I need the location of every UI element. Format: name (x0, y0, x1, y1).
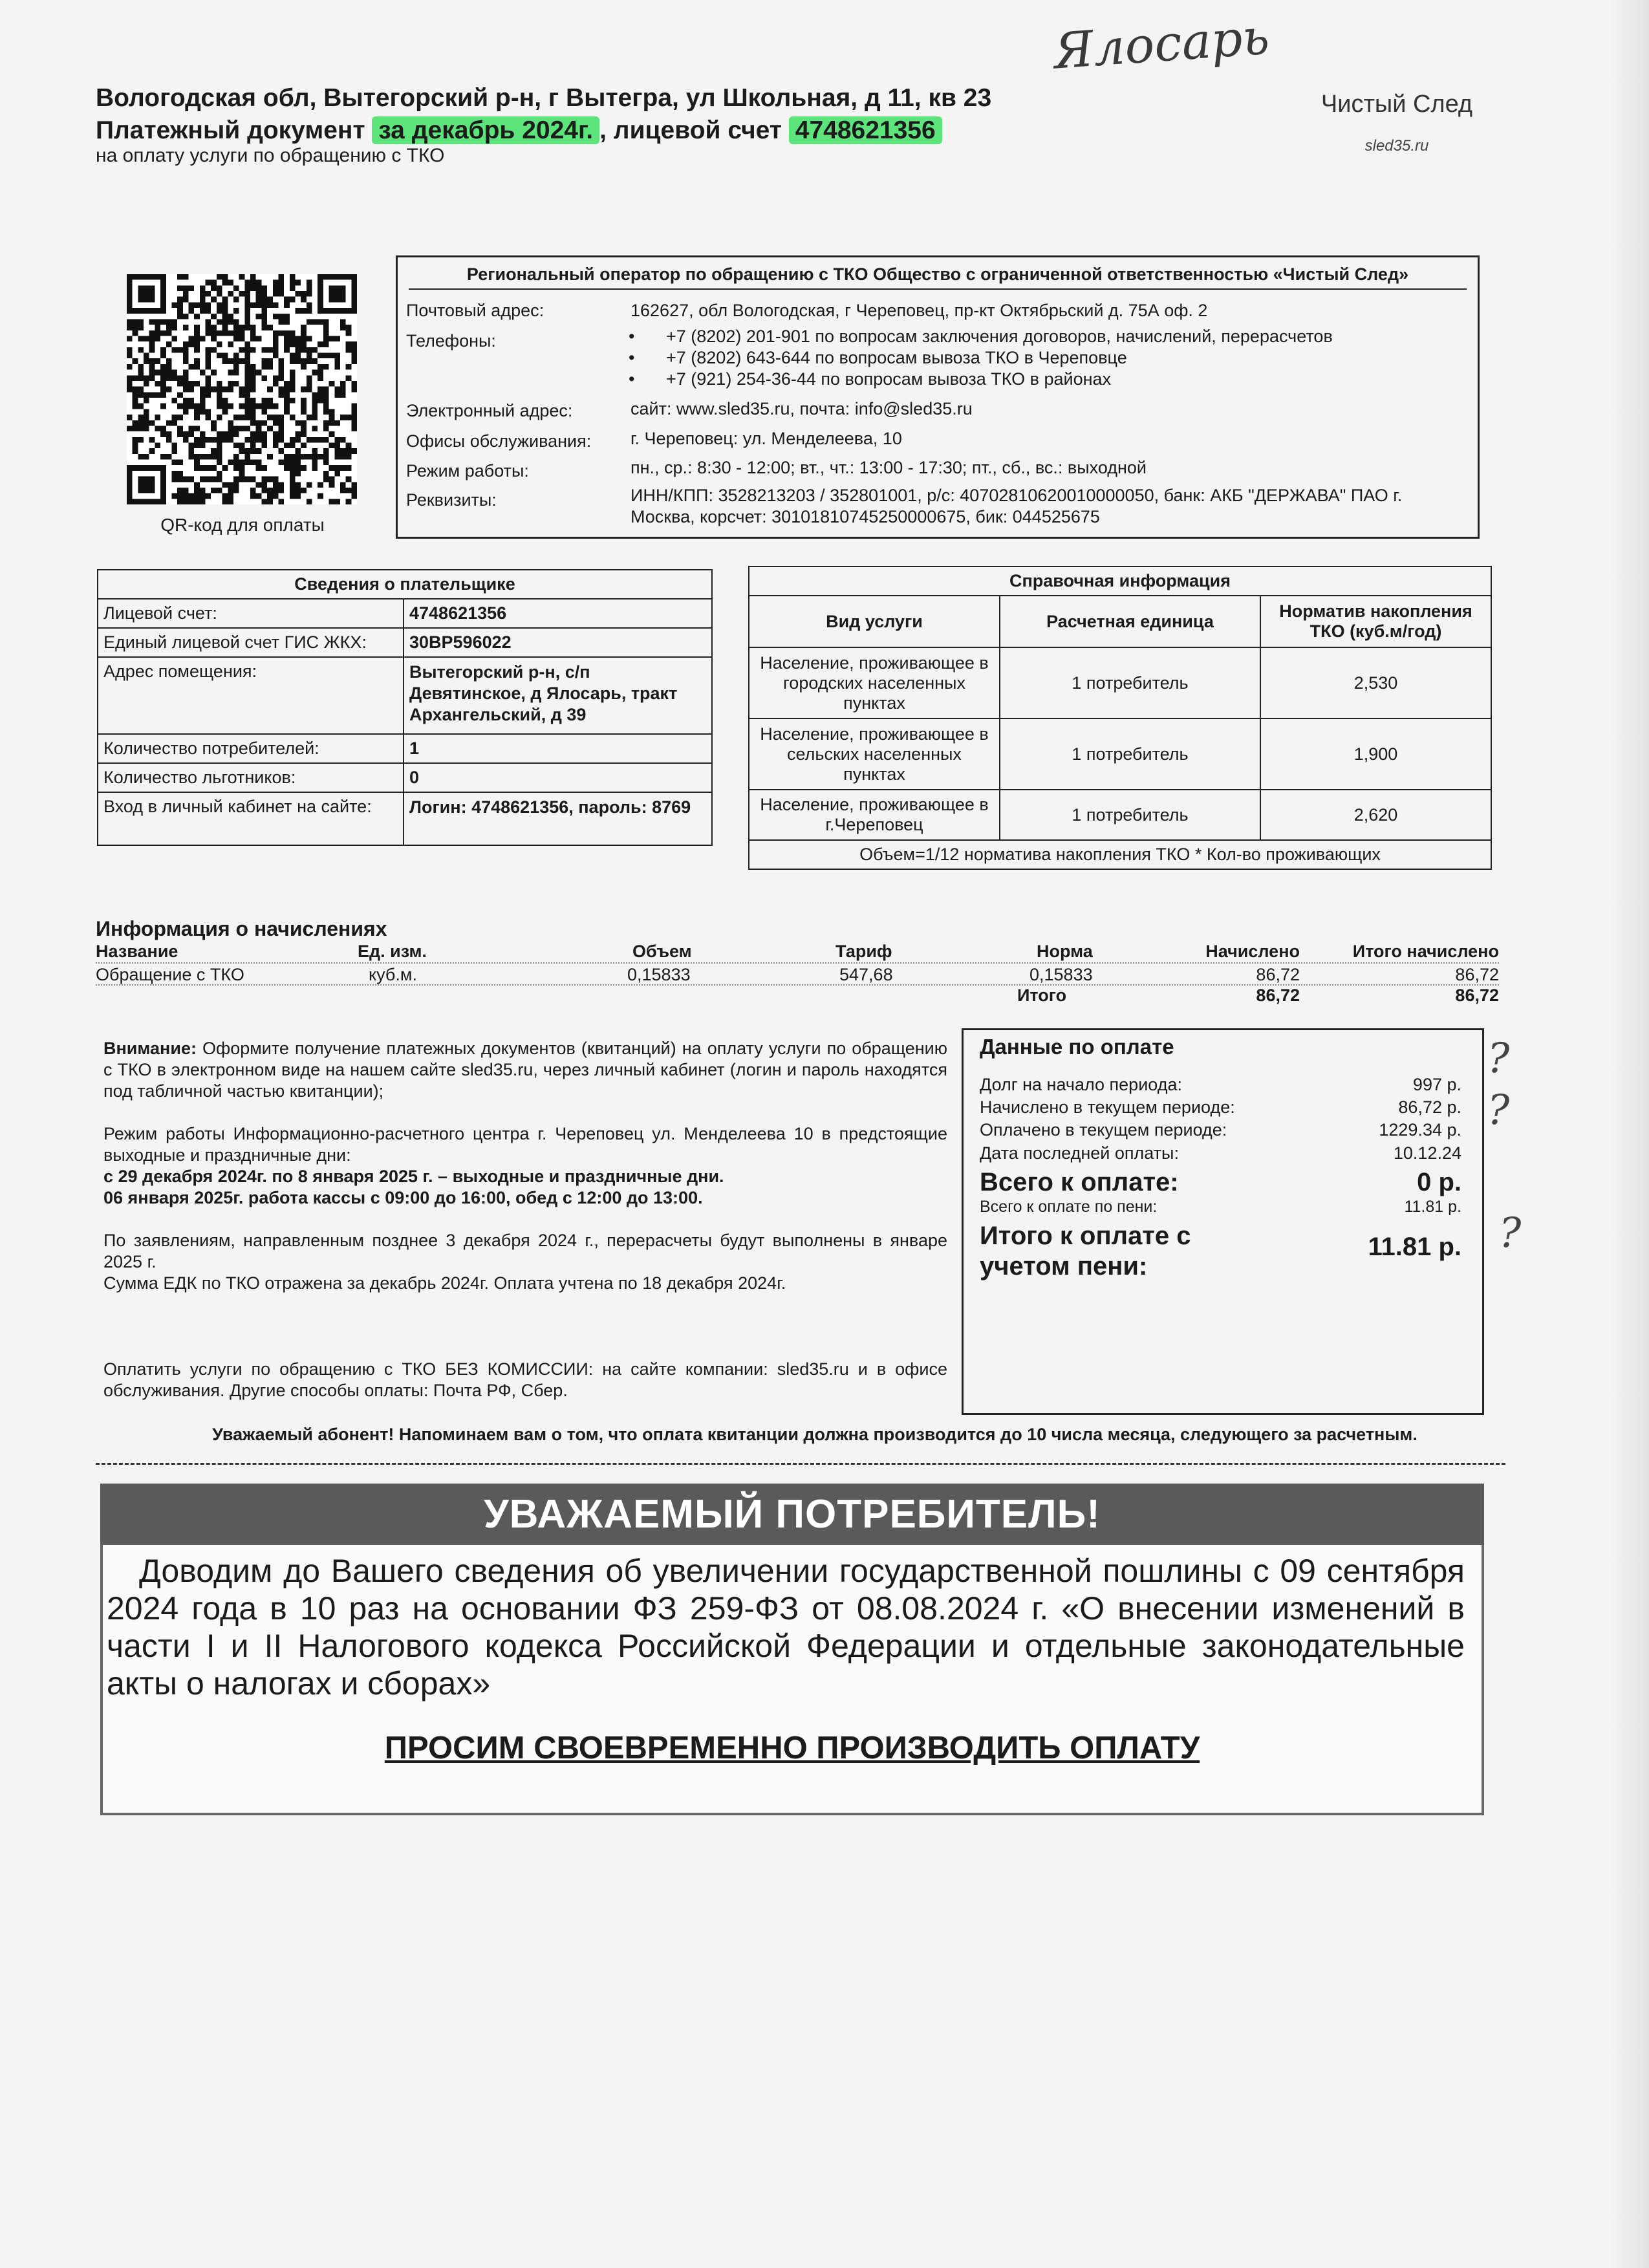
payer-gis-account: 30ВР596022 (404, 628, 712, 657)
bullet: • (629, 369, 635, 389)
payment-total-label: Всего к оплате: (980, 1168, 1179, 1196)
payment-label: Дата последней оплаты: (980, 1143, 1179, 1163)
payment-label: Долг на начало периода: (980, 1075, 1182, 1094)
qr-finder (127, 274, 166, 314)
qr-finder (127, 465, 166, 504)
reference-table (748, 566, 1492, 870)
notice-attention: Внимание: (103, 1039, 197, 1058)
operator-label: Электронный адрес: (406, 401, 573, 420)
reference-title: Справочная информация (749, 567, 1491, 596)
phone-2: +7 (8202) 643-644 по вопросам вывоза ТКО в Череповце (666, 348, 1127, 367)
doc-prefix: Платежный документ (96, 116, 365, 144)
reference-header: Вид услуги (749, 596, 1000, 647)
handwritten-question-mark: ? (1487, 1035, 1510, 1083)
payment-total: 0 р. (1417, 1168, 1461, 1196)
handwritten-question-mark: ? (1499, 1209, 1522, 1257)
reference-cell: Население, проживающее в городских населенных пунктах (749, 647, 1000, 718)
payer-address: Вытегорский р-н, с/п Девятинское, д Ялосарь, тракт Архангельский, д 39 (404, 657, 712, 734)
notice-text: Оформите получение платежных документов (квитанций) на оплату услуги по обращению с ТКО в электронном виде на нашем сайте sled35.ru, через личный кабинет (логин и пароль находятся под табличной частью квитанции); (103, 1039, 947, 1101)
charges-total-sum: 86,72 (1455, 986, 1499, 1005)
notice-cashier: 06 января 2025г. работа кассы с 09:00 до 16:00, обед с 12:00 до 13:00. (103, 1188, 703, 1207)
charges-divider (96, 962, 1499, 964)
cut-line (96, 1463, 1505, 1465)
operator-label: Телефоны: (406, 331, 496, 351)
charges-header: Норма (1037, 942, 1093, 961)
reference-header: Расчетная единица (1000, 596, 1260, 647)
notice-paragraph (103, 1359, 947, 1401)
charges-header: Итого начислено (1352, 942, 1499, 961)
notice-block (103, 1038, 947, 1423)
operator-title: Региональный оператор по обращению с ТКО Общество с ограниченной ответственностью «Чистый След» (409, 260, 1467, 290)
charges-cell: 0,15833 (627, 965, 691, 984)
payer-title: Сведения о плательщике (98, 570, 712, 599)
charges-header: Тариф (835, 942, 892, 961)
payment-label: Начислено в текущем периоде: (980, 1097, 1235, 1117)
scan-edge (1610, 0, 1649, 2268)
payment-grand-total: 11.81 р. (1368, 1233, 1461, 1261)
handwritten-question-mark: ? (1487, 1086, 1510, 1134)
reference-cell: Население, проживающее в сельских населенных пунктах (749, 718, 1000, 790)
doc-period: за декабрь 2024г. (372, 116, 599, 144)
notice-text: Режим работы Информационно-расчетного центра г. Череповец ул. Менделеева 10 в предстоящие выходные и праздничные дни: (103, 1124, 947, 1165)
header-address: Вологодская обл, Вытегорский р-н, г Вытегра, ул Школьная, д 11, кв 23 (96, 84, 992, 112)
phone-1: +7 (8202) 201-901 по вопросам заключения договоров, начислений, перерасчетов (666, 327, 1333, 346)
payment-grand-label: Итого к оплате с учетом пени: (980, 1222, 1191, 1280)
operator-hours: пн., ср.: 8:30 - 12:00; вт., чт.: 13:00 - 17:30; пт., сб., вс.: выходной (630, 458, 1147, 477)
charges-total: 86,72 (1256, 986, 1300, 1005)
reference-header: Норматив накопления ТКО (куб.м/год) (1260, 596, 1491, 647)
operator-postal: 162627, обл Вологодская, г Череповец, пр-кт Октябрьский д. 75А оф. 2 (630, 301, 1208, 320)
payment-paid: 1229.34 р. (1379, 1120, 1461, 1139)
payment-label: Всего к оплате по пени: (980, 1198, 1158, 1216)
charges-header: Объем (632, 942, 692, 961)
payer-login: Логин: 4748621356, пароль: 8769 (404, 792, 712, 845)
payment-penalty: 11.81 р. (1404, 1198, 1461, 1216)
banner-text: Доводим до Вашего сведения об увеличении государственной пошлины с 09 сентября 2024 года в 10 раз на основании ФЗ 259-ФЗ от 08.08.2024 г. «О внесении изменений в части I и II Налогового кодекса Российской Федерации и отдельные законодательные акты о налогах и сборах» (107, 1553, 1465, 1701)
reference-cell: 1 потребитель (1000, 790, 1260, 840)
charges-header: Ед. изм. (358, 942, 427, 961)
operator-email: сайт: www.sled35.ru, почта: info@sled35.ru (630, 399, 973, 418)
notice-text: По заявлениям, направленным позднее 3 декабря 2024 г., перерасчеты будут выполнены в январе 2025 г. (103, 1231, 947, 1271)
payer-label: Единый лицевой счет ГИС ЖКХ: (98, 628, 404, 657)
operator-requisites: ИНН/КПП: 3528213203 / 352801001, р/с: 40702810620010000050, банк: АКБ "ДЕРЖАВА" ПАО г. Москва, корсчет: 30101810745250000675, бик: 044525675 (630, 486, 1403, 526)
notice-paragraph (103, 1123, 947, 1209)
payment-last-date: 10.12.24 (1393, 1143, 1461, 1163)
qr-code[interactable] (127, 274, 357, 504)
reference-cell: 1 потребитель (1000, 647, 1260, 718)
payer-label: Количество льготников: (98, 763, 404, 792)
payer-consumers: 1 (404, 734, 712, 763)
reference-cell: 2,530 (1260, 647, 1491, 718)
reference-cell: 1,900 (1260, 718, 1491, 790)
payer-label: Лицевой счет: (98, 599, 404, 628)
charges-cell: 547,68 (839, 965, 893, 984)
operator-office: г. Череповец: ул. Менделеева, 10 (630, 429, 902, 448)
notice-paragraph (103, 1230, 947, 1294)
reference-cell: 2,620 (1260, 790, 1491, 840)
payer-privileged: 0 (404, 763, 712, 792)
doc-account: 4748621356 (789, 116, 942, 144)
reminder-text: Уважаемый абонент! Напоминаем вам о том, что оплата квитанции должна производится до 10 числа месяца, следующего за расчетным. (212, 1425, 1417, 1444)
company-logo (1316, 91, 1478, 118)
qr-finder (318, 274, 357, 314)
banner-cta: ПРОСИМ СВОЕВРЕМЕННО ПРОИЗВОДИТЬ ОПЛАТУ (384, 1731, 1200, 1766)
payer-label: Количество потребителей: (98, 734, 404, 763)
charges-cell: куб.м. (369, 965, 417, 984)
charges-title: Информация о начислениях (96, 917, 387, 940)
charges-cell: 86,72 (1455, 965, 1499, 984)
charges-header: Начислено (1205, 942, 1300, 961)
handwritten-note: Ялосарь (1051, 7, 1271, 80)
phone-3: +7 (921) 254-36-44 по вопросам вывоза ТКО в районах (666, 369, 1112, 389)
header-subtitle: на оплату услуги по обращению с ТКО (96, 145, 445, 166)
notice-paragraph (103, 1038, 947, 1102)
notice-text: Сумма ЕДК по ТКО отражена за декабрь 2024г. Оплата учтена по 18 декабря 2024г. (103, 1273, 786, 1293)
charges-header: Название (96, 942, 178, 961)
operator-label: Офисы обслуживания: (406, 431, 592, 451)
reference-cell: 1 потребитель (1000, 718, 1260, 790)
banner-title: УВАЖАЕМЫЙ ПОТРЕБИТЕЛЬ! (100, 1484, 1484, 1545)
charges-total-label: Итого (1017, 986, 1067, 1005)
charges-cell: 0,15833 (1029, 965, 1093, 984)
charges-cell: 86,72 (1256, 965, 1300, 984)
operator-label: Почтовый адрес: (406, 301, 544, 320)
payer-table (97, 569, 713, 846)
notice-text: Оплатить услуги по обращению с ТКО БЕЗ КОМИССИИ: на сайте компании: sled35.ru и в офисе обслуживания. Другие способы оплаты: Почта РФ, Сбер. (103, 1359, 947, 1400)
bullet: • (629, 348, 635, 367)
reference-footer: Объем=1/12 норматива накопления ТКО * Кол-во проживающих (749, 840, 1491, 869)
logo-text: Чистый След (1320, 91, 1473, 118)
operator-label: Реквизиты: (406, 490, 497, 510)
charges-cell: Обращение с ТКО (96, 965, 244, 984)
payment-debt: 997 р. (1412, 1075, 1461, 1094)
payment-label: Оплачено в текущем периоде: (980, 1120, 1227, 1139)
bullet: • (629, 327, 635, 346)
payment-charged: 86,72 р. (1398, 1097, 1461, 1117)
qr-caption: QR-код для оплаты (160, 515, 325, 535)
payment-title: Данные по оплате (980, 1035, 1174, 1059)
payer-account: 4748621356 (404, 599, 712, 628)
notice-holidays: с 29 декабря 2024г. по 8 января 2025 г. – выходные и праздничные дни. (103, 1167, 724, 1186)
operator-label: Режим работы: (406, 461, 529, 481)
doc-mid: , лицевой счет (599, 116, 782, 144)
logo-site: sled35.ru (1364, 137, 1429, 155)
payer-label: Вход в личный кабинет на сайте: (98, 792, 404, 845)
payer-label: Адрес помещения: (98, 657, 404, 734)
header-document-line (96, 116, 942, 145)
reference-cell: Население, проживающее в г.Череповец (749, 790, 1000, 840)
